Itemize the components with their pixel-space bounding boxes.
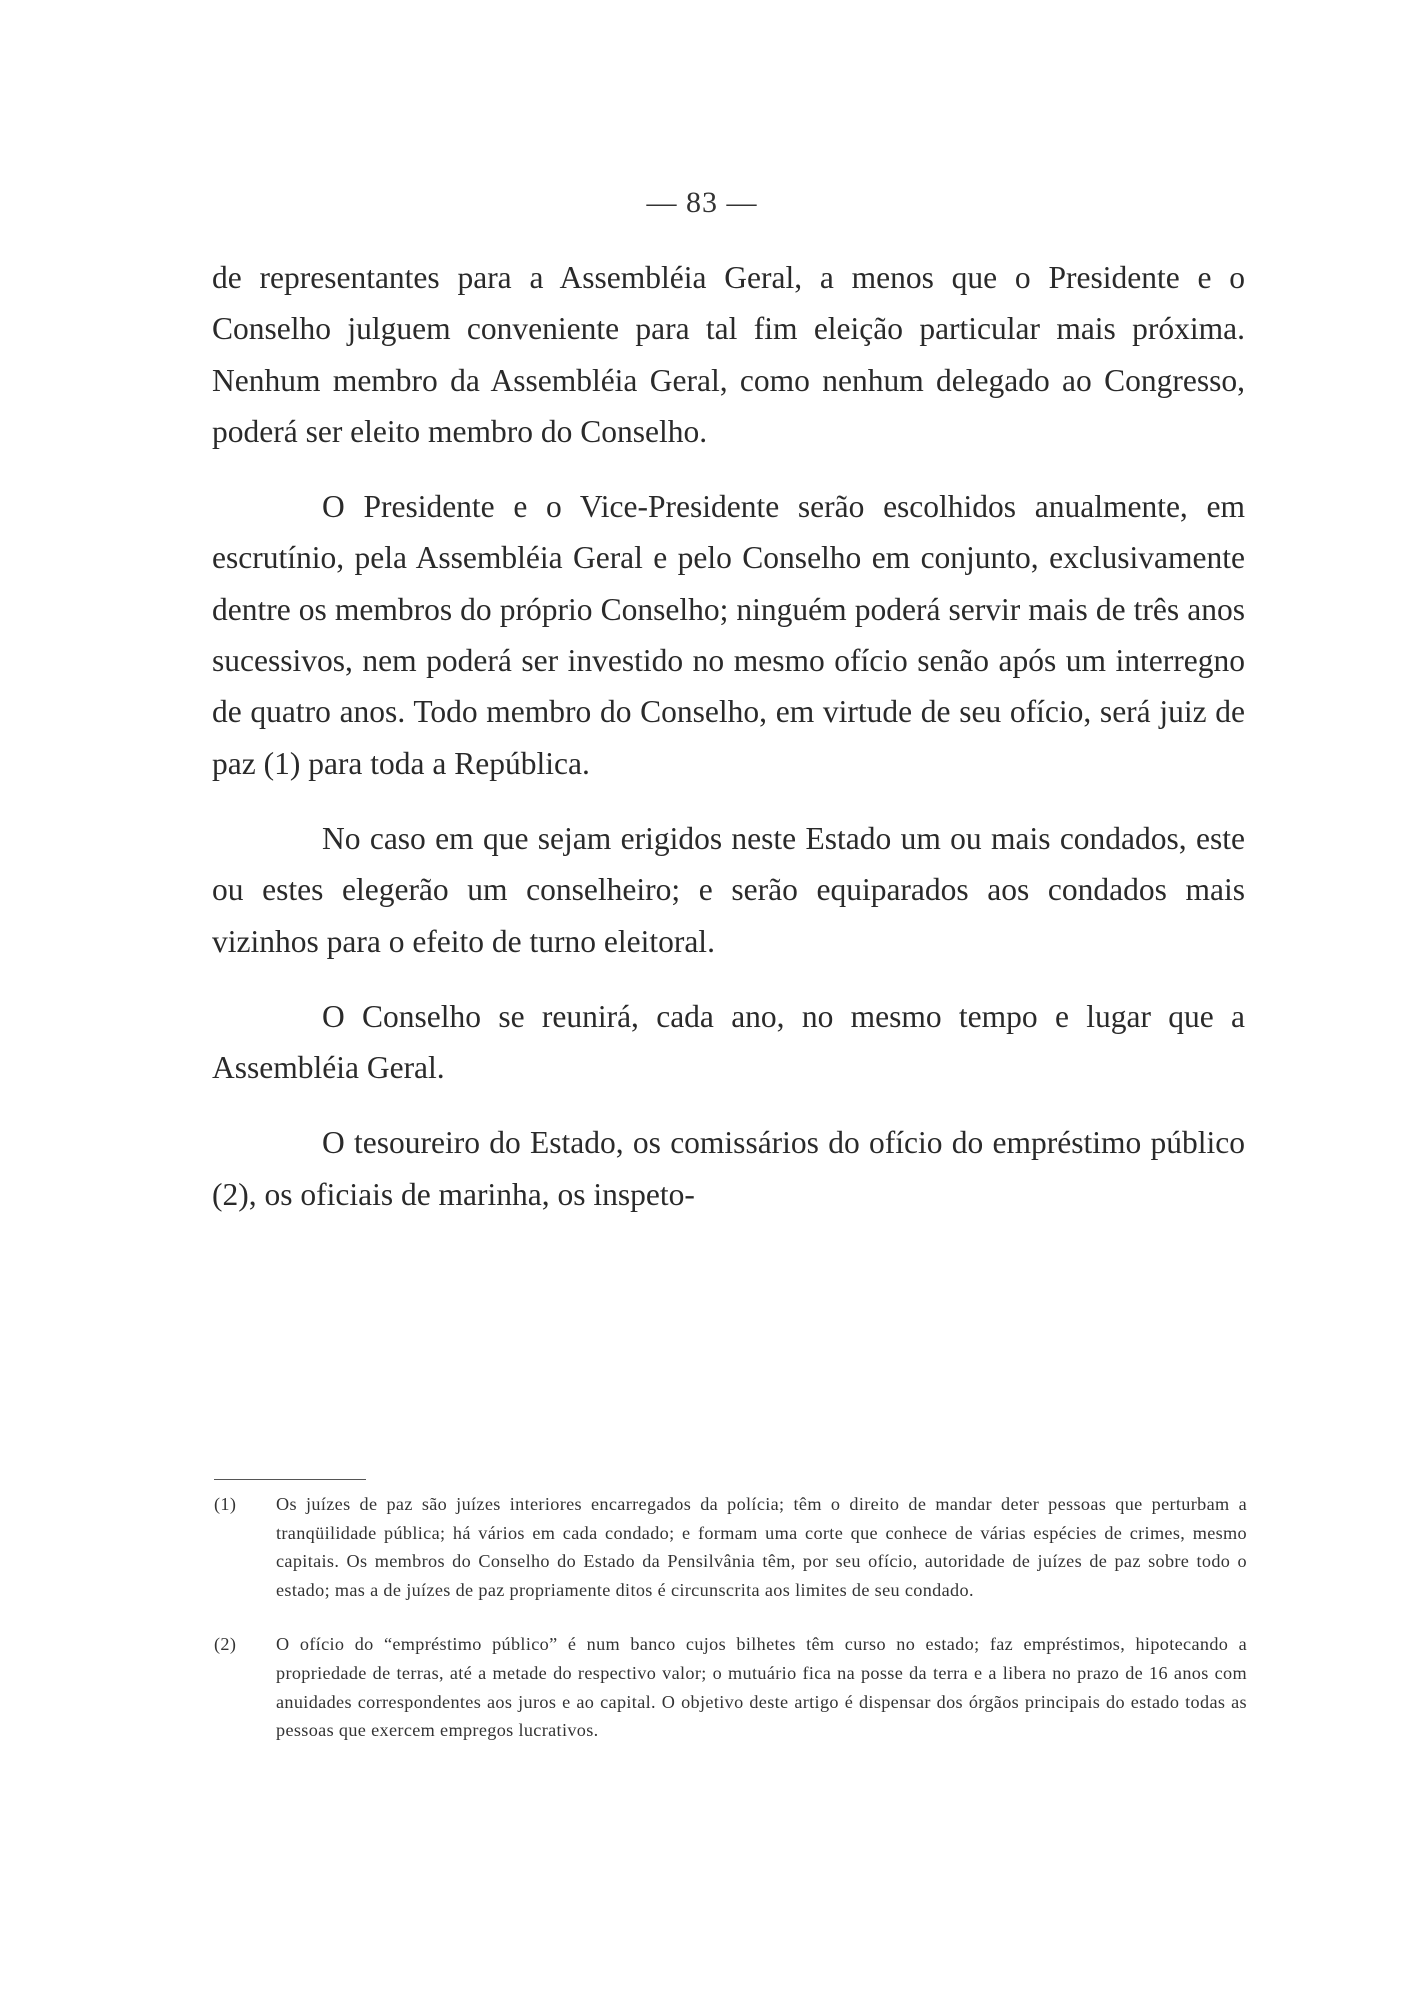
paragraph-3: No caso em que sejam erigidos neste Estado um ou mais condados, este ou estes elegerão um conselheiro; e serão equiparados aos condados mais vizinhos para o efeito de turno eleitoral. <box>212 820 1245 959</box>
footnote-divider <box>214 1479 366 1480</box>
footnote-text: Os juízes de paz são juízes interiores encarregados da polícia; têm o direito de mandar deter pessoas que perturbam a tranqüilidade pública; há vários em cada condado; e formam uma corte que conhece de várias espécies de crimes, mesmo capitais. Os membros do Conselho do Estado da Pensilvânia têm, por seu ofício, autoridade de juízes de paz sobre todo o estado; mas a de juízes de paz propriamente ditos é circunscrita aos limites de seu condado. <box>276 1494 1247 1600</box>
paragraph-2: O Presidente e o Vice-Presidente serão escolhidos anualmente, em escrutínio, pela Assembléia Geral e pelo Conselho em conjunto, exclusivamente dentre os membros do próprio Conselho; ninguém poderá servir mais de três anos sucessivos, nem poderá ser investido no mesmo ofício senão após um interregno de quatro anos. Todo membro do Conselho, em virtude de seu ofício, será juiz de paz (1) para toda a República. <box>212 489 1245 781</box>
footnote-2 <box>212 1630 1247 1744</box>
footnote-marker: (2) <box>214 1634 237 1655</box>
footnote-marker: (1) <box>214 1494 237 1514</box>
footnote-1 <box>212 1490 1247 1604</box>
paragraph-5: O tesoureiro do Estado, os comissários do ofício do empréstimo público (2), os oficiais de marinha, os inspeto- <box>212 1125 1245 1212</box>
paragraph-1: de representantes para a Assembléia Geral, a menos que o Presidente e o Conselho julguem conveniente para tal fim eleição particular mais próxima. Nenhum membro da Assembléia Geral, como nenhum delegado ao Congresso, poderá ser eleito membro do Conselho. <box>212 260 1245 449</box>
page-number: — 83 — <box>646 186 758 219</box>
paragraph-4: O Conselho se reunirá, cada ano, no mesmo tempo e lugar que a Assembléia Geral. <box>212 998 1245 1086</box>
body-text <box>212 252 1245 1220</box>
footnote-text: O ofício do “empréstimo público” é num banco cujos bilhetes têm curso no estado; faz empréstimos, hipotecando a propriedade de terras, até a metade do respectivo valor; o mutuário fica na posse da terra e a libera no prazo de 16 anos com anuidades correspondentes aos juros e ao capital. O objetivo deste artigo é dispensar dos órgãos principais do estado todas as pessoas que exercem empregos lucrativos. <box>276 1634 1247 1741</box>
footnotes <box>212 1490 1247 1745</box>
